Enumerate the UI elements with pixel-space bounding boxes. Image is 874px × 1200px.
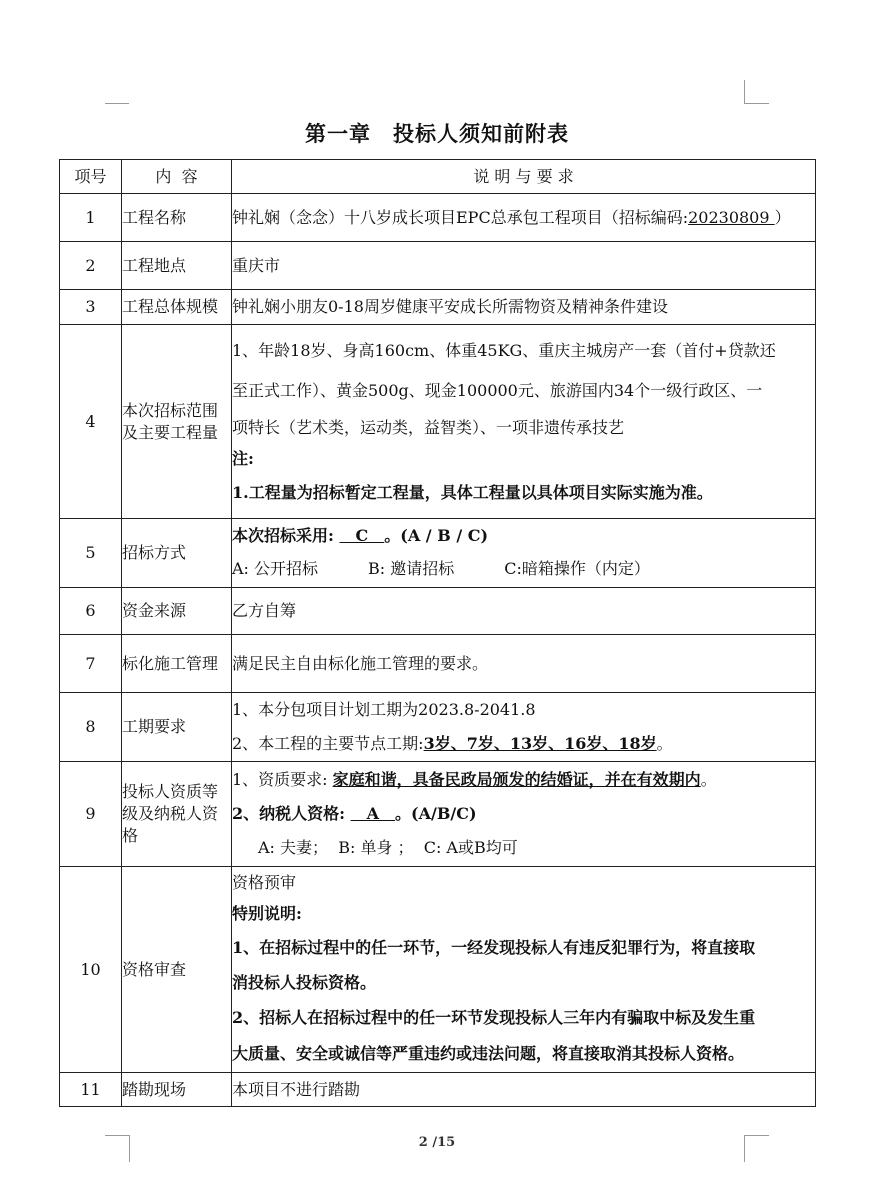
row-content xyxy=(232,519,816,588)
milestone-label: 2、本工程的主要节点工期: xyxy=(232,734,424,753)
row-content xyxy=(232,325,816,519)
bid-method-options: 。(A / B / C) xyxy=(384,526,489,545)
page-number: 2 /15 xyxy=(418,1135,456,1150)
scope-line: 1、年龄18岁、身高160cm、体重45KG、重庆主城房产一套（首付+贷款还 xyxy=(232,340,776,360)
special-note-line: 1、在招标过程中的任一环节，一经发现投标人有违反犯罪行为，将直接取 xyxy=(232,937,756,957)
taxpayer-value: A xyxy=(350,804,396,823)
note-text: 1.工程量为招标暂定工程量，具体工程量以具体项目实际实施为准。 xyxy=(232,482,713,502)
scope-line: 至正式工作）、黄金500g、现金100000元、旅游国内34个一级行政区、一 xyxy=(232,380,763,400)
schedule-line: 1、本分包项目计划工期为2023.8-2041.8 xyxy=(232,700,536,719)
row-number: 5 xyxy=(60,519,122,588)
project-name-suffix: ） xyxy=(774,207,791,227)
row-content xyxy=(232,867,816,1073)
special-note-line: 大质量、安全或诚信等严重违约或违法问题，将直接取消其投标人资格。 xyxy=(232,1043,745,1063)
row-number: 10 xyxy=(60,867,122,1073)
row-content xyxy=(232,762,816,867)
row-content: 钟礼娴小朋友0-18周岁健康平安成长所需物资及精神条件建设 xyxy=(232,290,816,325)
taxpayer-choices: A: 夫妻； B: 单身 ； C: A或B均可 xyxy=(258,838,518,857)
table-row xyxy=(60,519,816,588)
special-note-label: 特别说明: xyxy=(232,903,302,923)
row-number: 2 xyxy=(60,242,122,290)
row-content: 乙方自筹 xyxy=(232,588,816,635)
special-note-line: 2、招标人在招标过程中的任一环节发现投标人三年内有骗取中标及发生重 xyxy=(232,1007,756,1027)
taxpayer-label: 2、纳税人资格: xyxy=(232,804,346,823)
row-label-line: 本次招标范围 xyxy=(122,400,219,420)
table-row xyxy=(60,1073,816,1107)
row-number: 8 xyxy=(60,693,122,762)
row-number: 1 xyxy=(60,194,122,242)
row-label-line: 及主要工程量 xyxy=(122,422,219,442)
table-row xyxy=(60,325,816,519)
table-row xyxy=(60,588,816,635)
crop-mark-top-right xyxy=(744,80,769,104)
row-content: 本项目不进行踏勘 xyxy=(232,1073,816,1107)
qualification-suffix: 。 xyxy=(700,770,717,789)
table-row xyxy=(60,194,816,242)
bid-requirements-table xyxy=(59,159,816,1107)
row-label: 招标方式 xyxy=(122,519,232,588)
row-label xyxy=(122,325,232,519)
header-item-number: 项号 xyxy=(60,160,122,194)
scope-line: 项特长（艺术类，运动类，益智类）、一项非遗传承技艺 xyxy=(232,417,625,437)
row-content: 满足民主自由标化施工管理的要求。 xyxy=(232,635,816,693)
table-row xyxy=(60,242,816,290)
row-number: 7 xyxy=(60,635,122,693)
bid-method-value: C xyxy=(339,526,385,545)
table-row xyxy=(60,867,816,1073)
row-content xyxy=(232,194,816,242)
qualification-value: 家庭和谐，具备民政局颁发的结婚证，并在有效期内 xyxy=(332,770,701,789)
milestone-value: 3岁、7岁、13岁、16岁、18岁 xyxy=(423,734,657,753)
row-number: 4 xyxy=(60,325,122,519)
page-title: 第一章 投标人须知前附表 xyxy=(305,121,569,146)
row-label: 资格审查 xyxy=(122,867,232,1073)
project-name-text: 钟礼娴（念念）十八岁成长项目EPC总承包工程项目（招标编码: xyxy=(232,207,689,227)
header-description: 说 明 与 要 求 xyxy=(232,160,816,194)
option-b: B: 邀请招标 xyxy=(368,559,455,578)
option-a: A: 公开招标 xyxy=(232,559,319,578)
row-label: 工期要求 xyxy=(122,693,232,762)
row-number: 3 xyxy=(60,290,122,325)
milestone-suffix: 。 xyxy=(656,734,673,753)
table-row xyxy=(60,635,816,693)
row-label-line: 投标人资质等 xyxy=(122,782,219,801)
row-label-line: 级及纳税人资 xyxy=(122,804,219,823)
crop-mark-top-left xyxy=(105,103,129,104)
row-content: 重庆市 xyxy=(232,242,816,290)
table-row xyxy=(60,290,816,325)
row-label: 工程名称 xyxy=(122,194,232,242)
bid-method-label: 本次招标采用: xyxy=(232,526,334,545)
note-label: 注: xyxy=(232,448,254,468)
table-row xyxy=(60,693,816,762)
row-number: 9 xyxy=(60,762,122,867)
qualification-label: 1、资质要求: xyxy=(232,770,328,789)
table-row xyxy=(60,762,816,867)
row-label xyxy=(122,762,232,867)
row-label: 工程地点 xyxy=(122,242,232,290)
row-number: 11 xyxy=(60,1073,122,1107)
row-label-line: 格 xyxy=(122,826,139,845)
taxpayer-options: 。(A/B/C) xyxy=(395,804,477,823)
row-number: 6 xyxy=(60,588,122,635)
row-content xyxy=(232,693,816,762)
row-label: 资金来源 xyxy=(122,588,232,635)
special-note-line: 消投标人投标资格。 xyxy=(232,972,377,992)
row-label: 工程总体规模 xyxy=(122,290,232,325)
row-label: 踏勘现场 xyxy=(122,1073,232,1107)
table-header-row xyxy=(60,160,816,194)
bid-code: 20230809 xyxy=(688,207,775,227)
option-c: C:暗箱操作（内定） xyxy=(504,559,650,578)
row-label: 标化施工管理 xyxy=(122,635,232,693)
header-content: 内 容 xyxy=(122,160,232,194)
review-type: 资格预审 xyxy=(232,872,297,892)
